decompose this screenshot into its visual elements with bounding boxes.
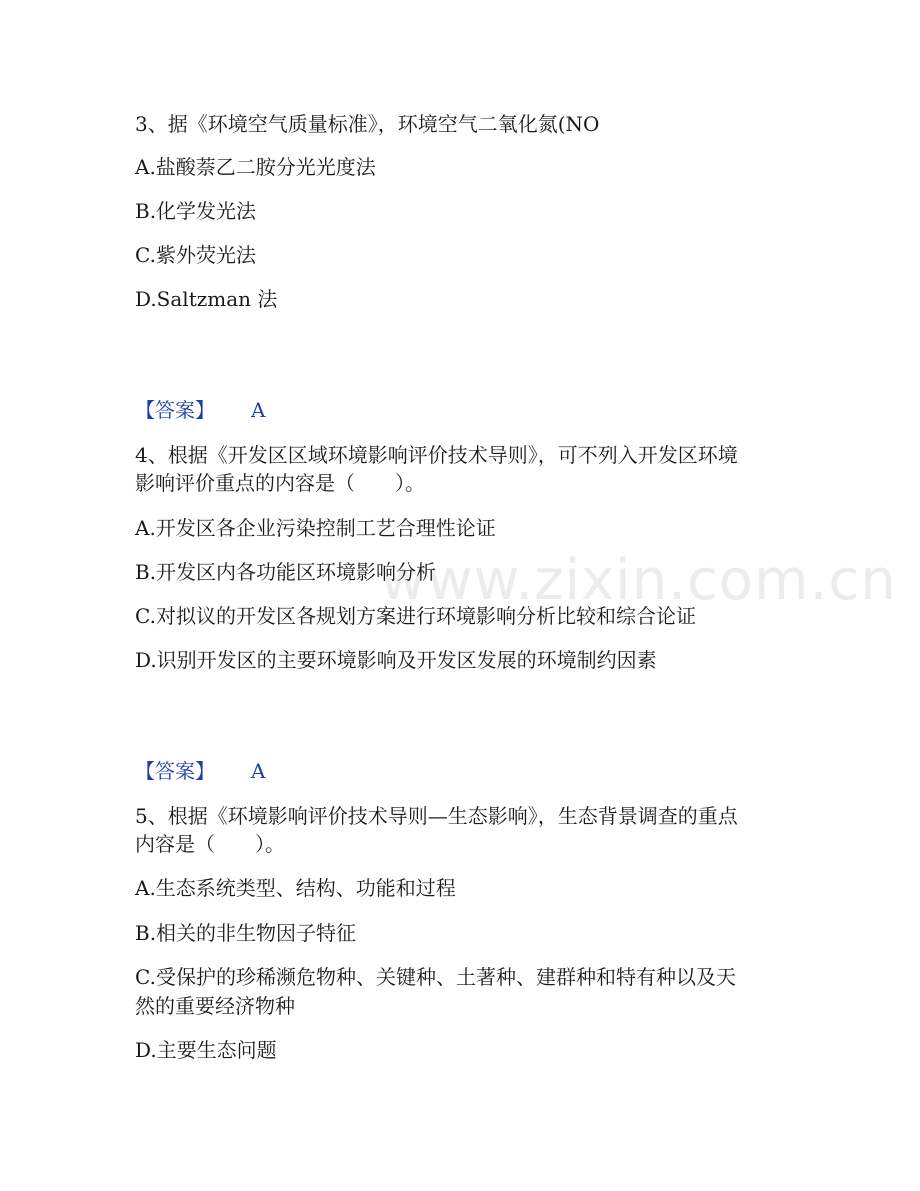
watermark: www.zixin.com.cn: [380, 548, 897, 613]
question-5-option-c-line-1: C.受保护的珍稀濒危物种、关键种、土著种、建群种和特有种以及天: [135, 965, 736, 989]
question-3-option-a: A.盐酸萘乙二胺分光光度法: [135, 155, 376, 179]
question-4-option-a: A.开发区各企业污染控制工艺合理性论证: [135, 516, 496, 540]
question-5-stem-line-1: 5、根据《环境影响评价技术导则—生态影响》，生态背景调查的重点: [135, 804, 738, 828]
question-4-option-d: D.识别开发区的主要环境影响及开发区发展的环境制约因素: [135, 648, 657, 672]
question-4-stem-line-2: 影响评价重点的内容是（ ）。: [135, 471, 425, 495]
question-5-option-d: D.主要生态问题: [135, 1038, 277, 1062]
question-3-stem: 3、据《环境空气质量标准》，环境空气二氧化氮(NO: [135, 112, 600, 136]
answer-label: 【答案】: [135, 759, 215, 783]
question-4-option-b: B.开发区内各功能区环境影响分析: [135, 560, 437, 584]
question-5-option-a: A.生态系统类型、结构、功能和过程: [135, 876, 456, 900]
answer-block: [135, 759, 265, 783]
question-5-option-b: B.相关的非生物因子特征: [135, 921, 357, 945]
answer-value: A: [251, 759, 266, 783]
question-5-stem-line-2: 内容是（ ）。: [135, 832, 285, 856]
answer-value: A: [251, 398, 266, 422]
question-3-option-c: C.紫外荧光法: [135, 243, 256, 267]
question-4-stem-line-1: 4、根据《开发区区域环境影响评价技术导则》，可不列入开发区环境: [135, 443, 738, 467]
question-5-option-c-line-2: 然的重要经济物种: [135, 994, 295, 1018]
question-3-option-b: B.化学发光法: [135, 199, 257, 223]
question-3-option-d: D.Saltzman 法: [135, 287, 278, 311]
question-4-option-c: C.对拟议的开发区各规划方案进行环境影响分析比较和综合论证: [135, 604, 696, 628]
answer-label: 【答案】: [135, 398, 215, 422]
answer-block: [135, 398, 265, 422]
